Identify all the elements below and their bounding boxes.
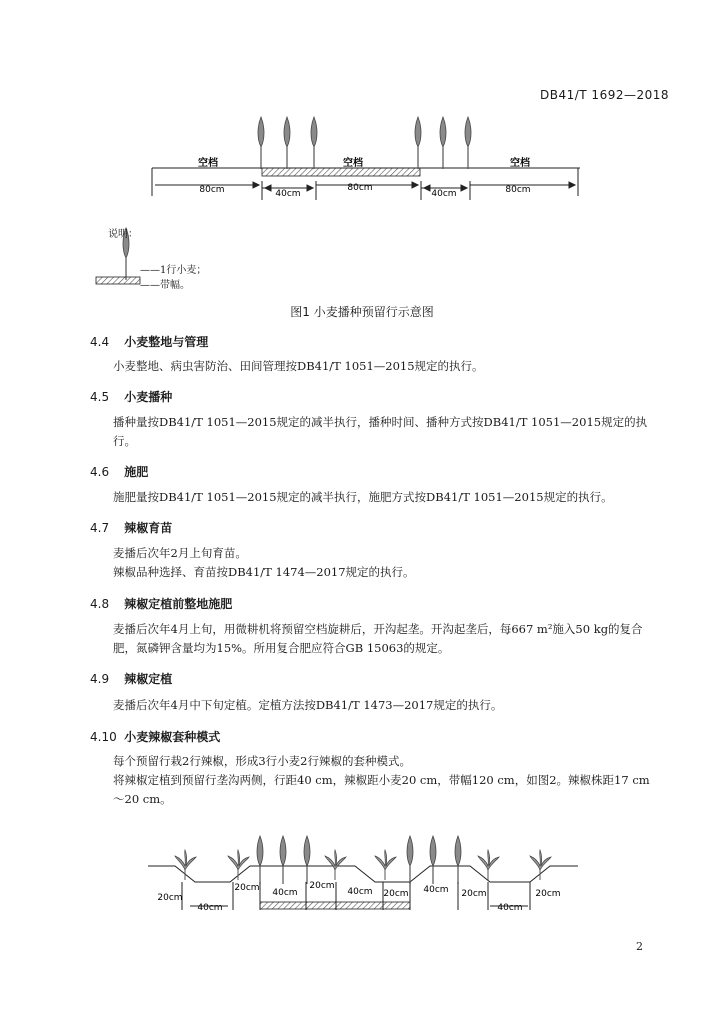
fig2-dim-label: 40cm (197, 903, 223, 913)
section-body-4-6 (90, 488, 660, 507)
wheat-plant-6 (465, 117, 471, 169)
section-heading-4-8 (90, 595, 232, 612)
section-heading-4-7 (90, 519, 172, 536)
zone-label-1: 空档 (198, 158, 218, 169)
section-heading-4-9 (90, 670, 172, 687)
section-number: 4.10 (90, 730, 117, 744)
fig2-dim-label: 20cm (309, 881, 335, 891)
wheat-plant (407, 836, 413, 884)
section-number: 4.7 (90, 521, 110, 535)
wheat-plant-5 (440, 117, 446, 169)
dim-label-3: 80cm (347, 183, 373, 193)
legend-strip-text: ——带幅。 (140, 280, 190, 291)
section-number: 4.9 (90, 672, 110, 686)
fig2-dim-label: 20cm (535, 889, 561, 899)
paragraph: 麦播后次年4月中下旬定植。定植方法按DB41/T 1473—2017规定的执行。 (113, 698, 503, 712)
dim-label-5: 80cm (505, 185, 531, 195)
figure1-diagram (0, 0, 724, 300)
paragraph: 每个预留行栽2行辣椒，形成3行小麦2行辣椒的套种模式。 (113, 754, 411, 768)
fig2-dim-label: 40cm (497, 903, 523, 913)
figure2-diagram (0, 830, 724, 930)
section-body-4-5 (90, 413, 660, 451)
figure1-caption: 图1 小麦播种预留行示意图 (290, 305, 434, 319)
legend-title: 说明： (108, 229, 138, 240)
paragraph: 小麦整地、病虫害防治、田间管理按DB41/T 1051—2015规定的执行。 (113, 359, 484, 373)
pepper-plant (375, 850, 396, 880)
section-heading-4-10 (90, 728, 220, 745)
wheat-plant-2 (284, 117, 290, 169)
section-heading-4-4 (90, 333, 208, 350)
paragraph: 施肥量按DB41/T 1051—2015规定的减半执行，施肥方式按DB41/T 1051—2015规定的执行。 (113, 490, 613, 504)
section-title: 辣椒定植前整地施肥 (124, 597, 233, 611)
section-title: 辣椒育苗 (124, 521, 173, 535)
paragraph: 麦播后次年2月上旬育苗。 (113, 546, 247, 560)
standard-code: DB41/T 1692—2018 (540, 88, 670, 102)
pepper-plant (228, 850, 249, 880)
section-title: 施肥 (124, 465, 149, 479)
section-title: 辣椒定植 (124, 672, 173, 686)
wheat-plant (430, 836, 436, 884)
paragraph: 辣椒品种选择、育苗按DB41/T 1474—2017规定的执行。 (113, 565, 415, 579)
fig2-dim-label: 40cm (272, 888, 298, 898)
section-body-4-10 (90, 752, 660, 809)
section-body-4-7 (90, 544, 660, 582)
wheat-plant (455, 836, 461, 884)
section-number: 4.6 (90, 465, 110, 479)
fig2-dim-label: 20cm (383, 889, 409, 899)
dim-label-2: 40cm (275, 189, 301, 199)
section-number: 4.8 (90, 597, 110, 611)
section-body-4-9 (90, 696, 660, 715)
fig2-dim-label: 40cm (423, 885, 449, 895)
section-heading-4-6 (90, 463, 148, 480)
paragraph: 播种量按DB41/T 1051—2015规定的减半执行，播种时间、播种方式按DB41/T 1051—2015规定的执行。 (113, 415, 648, 448)
dim-label-1: 80cm (199, 185, 225, 195)
section-title: 小麦整地与管理 (124, 335, 209, 349)
pepper-plant (530, 850, 551, 880)
section-body-4-4 (90, 357, 660, 376)
wheat-plant-1 (258, 117, 264, 169)
wheat-plant (280, 836, 286, 884)
fig2-dim-label: 20cm (157, 893, 183, 903)
legend-wheat-text: ——1行小麦； (140, 265, 207, 276)
zone-label-3: 空档 (510, 158, 530, 169)
dim-label-4: 40cm (431, 189, 457, 199)
section-number: 4.4 (90, 335, 110, 349)
wheat-plant-4 (415, 117, 421, 169)
pepper-plant (325, 850, 346, 880)
zone-label-2: 空档 (343, 158, 363, 169)
section-number: 4.5 (90, 390, 110, 404)
paragraph: 将辣椒定植到预留行垄沟两侧，行距40 cm，辣椒距小麦20 cm，带幅120 cm，如图2。辣椒株距17 cm～20 cm。 (113, 773, 650, 806)
fig2-dim-label: 40cm (347, 887, 373, 897)
fig2-dim-label: 20cm (234, 883, 260, 893)
legend-strip-icon (96, 277, 140, 284)
section-heading-4-5 (90, 388, 172, 405)
fig2-dim-label: 20cm (461, 889, 487, 899)
section-title: 小麦播种 (124, 390, 173, 404)
pepper-plant (175, 850, 196, 880)
paragraph: 麦播后次年4月上旬，用微耕机将预留空档旋耕后，开沟起垄。开沟起垄后，每667 m²施入50 kg的复合肥，氮磷钾含量均为15%。所用复合肥应符合GB 15063的规定。 (113, 622, 643, 655)
page-number: 2 (636, 940, 643, 953)
wheat-plant-3 (311, 117, 317, 169)
section-body-4-8 (90, 620, 660, 658)
wheat-plant (257, 836, 263, 884)
wheat-plant (304, 836, 310, 884)
section-title: 小麦辣椒套种模式 (124, 730, 221, 744)
